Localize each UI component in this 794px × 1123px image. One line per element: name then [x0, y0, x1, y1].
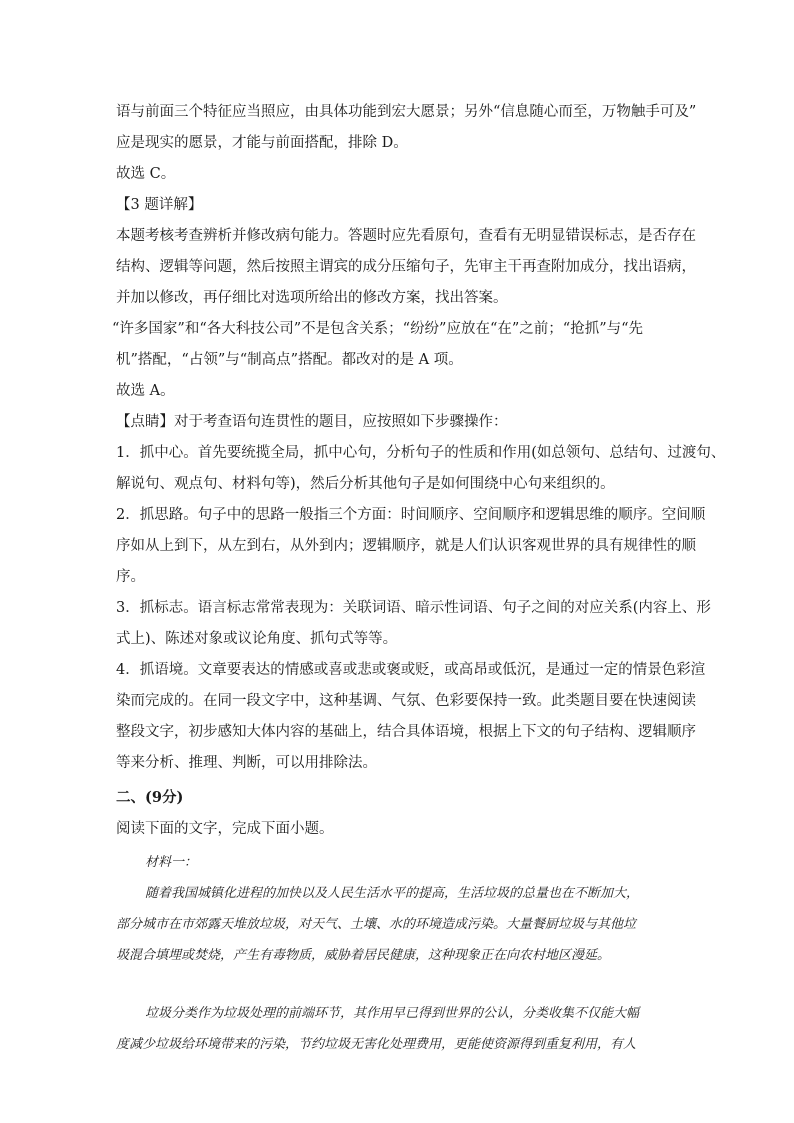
text-line-5: 本题考核考查辨析并修改病句能力。答题时应先看原句，查看有无明显错误标志，是否存在 — [116, 228, 696, 244]
text-line-18: 式上)、陈述对象或议论角度、抓句式等等。 — [116, 631, 398, 647]
text-line-9: 机”搭配，“占领”与“制高点”搭配。都改对的是 A 项。 — [116, 352, 463, 368]
material-line-3: 圾混合填埋或焚烧，产生有毒物质，威胁着居民健康，这种现象正在向农村地区漫延。 — [116, 948, 611, 963]
text-line-2: 应是现实的愿景，才能与前面搭配，排除 D。 — [116, 135, 408, 151]
text-line-20: 染而完成的。在同一段文字中，这种基调、气氛、色彩要保持一致。此类题目要在快速阅读 — [116, 693, 696, 709]
material-1-label: 材料一： — [145, 855, 198, 870]
instruction-line: 阅读下面的文字，完成下面小题。 — [116, 821, 334, 837]
text-line-7: 并加以修改，再仔细比对选项所给出的修改方案，找出答案。 — [116, 290, 508, 306]
text-line-19: 4．抓语境。文章要表达的情感或喜或悲或褒或贬，或高昂或低沉，是通过一定的情景色彩渲 — [116, 662, 706, 678]
text-line-16: 序。 — [116, 569, 145, 585]
section-heading-3: 【3 题详解】 — [116, 197, 203, 213]
material-line-5: 度减少垃圾给环境带来的污染，节约垃圾无害化处理费用，更能使资源得到重复利用，有人 — [116, 1037, 637, 1052]
material-line-1: 随着我国城镇化进程的加快以及人民生活水平的提高，生活垃圾的总量也在不断加大， — [145, 886, 640, 901]
text-line-21: 整段文字，初步感知大体内容的基础上，结合具体语境，根据上下文的句子结构、逻辑顺序 — [116, 724, 696, 740]
section-title-2: 二、(9分) — [116, 789, 184, 806]
text-line-14: 2．抓思路。句子中的思路一般指三个方面：时间顺序、空间顺序和逻辑思维的顺序。空间顺 — [116, 507, 706, 523]
material-line-2: 部分城市在市郊露天堆放垃圾，对天气、土壤、水的环境造成污染。大量餐厨垃圾与其他垃 — [116, 917, 637, 932]
text-line-13: 解说句、观点句、材料句等)，然后分析其他句子是如何围绕中心句来组织的。 — [116, 476, 615, 492]
text-line-10: 故选 A。 — [116, 383, 175, 399]
text-line-8: “许多国家”和“各大科技公司”不是包含关系；“纷纷”应放在“在”之前；“抢抓”与“先 — [112, 321, 644, 337]
text-line-6: 结构、逻辑等问题，然后按照主谓宾的成分压缩句子，先审主干再查附加成分，找出语病， — [116, 259, 696, 275]
key-point-heading: 【点睛】对于考查语句连贯性的题目，应按照如下步骤操作： — [116, 414, 508, 430]
text-line-22: 等来分析、推理、判断，可以用排除法。 — [116, 755, 377, 771]
text-line-1: 语与前面三个特征应当照应，由具体功能到宏大愿景；另外“信息随心而至，万物触手可及” — [116, 104, 697, 120]
text-line-3: 故选 C。 — [116, 166, 176, 182]
text-line-15: 序如从上到下，从左到右，从外到内；逻辑顺序，就是人们认识客观世界的具有规律性的顺 — [116, 538, 696, 554]
text-line-17: 3．抓标志。语言标志常常表现为：关联词语、暗示性词语、句子之间的对应关系(内容上、形 — [116, 600, 711, 616]
text-line-12: 1．抓中心。首先要统揽全局，抓中心句，分析句子的性质和作用(如总领句、总结句、过渡句、 — [116, 445, 726, 461]
material-line-4: 垃圾分类作为垃圾处理的前端环节，其作用早已得到世界的公认，分类收集不仅能大幅 — [145, 1006, 640, 1021]
